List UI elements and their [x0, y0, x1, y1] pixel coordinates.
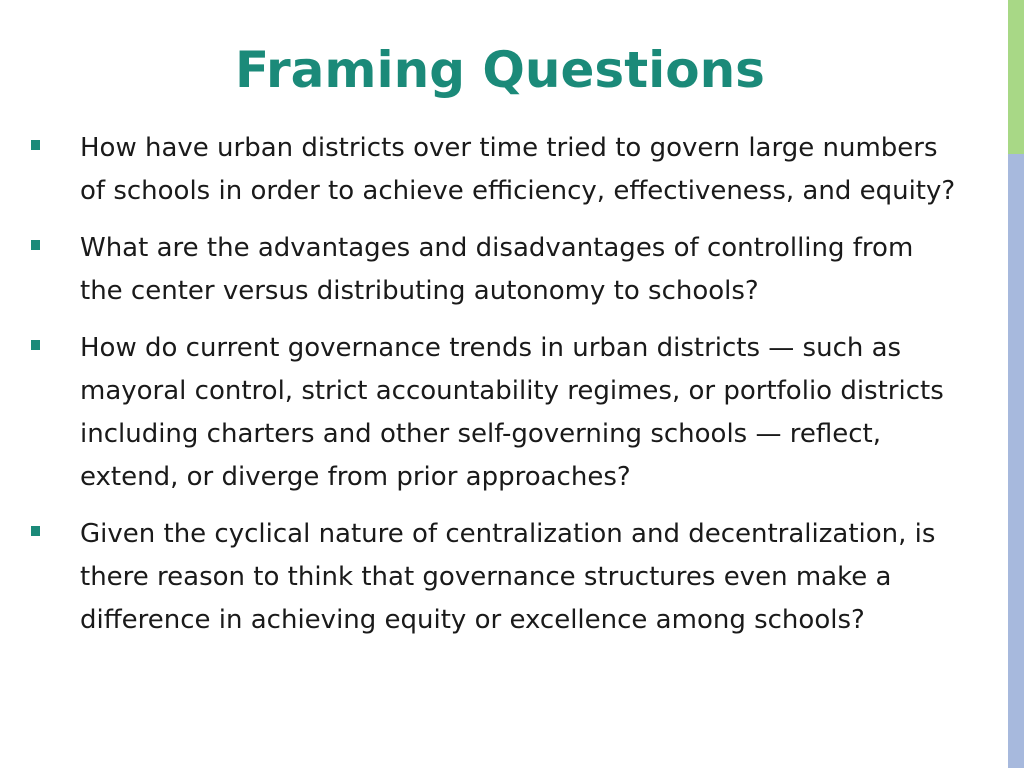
square-bullet-icon [31, 140, 40, 150]
bullet-item [28, 513, 963, 642]
accent-stripe-blue [1008, 154, 1024, 768]
bullet-item [28, 327, 963, 499]
bullet-list [28, 127, 963, 656]
bullet-item [28, 127, 963, 213]
accent-stripe-green [1008, 0, 1024, 154]
square-bullet-icon [31, 340, 40, 350]
square-bullet-icon [31, 526, 40, 536]
square-bullet-icon [31, 240, 40, 250]
bullet-text: How have urban districts over time tried to govern large numbers of schools in order to achieve efficiency, effectiveness, and equity? [80, 133, 956, 206]
bullet-text: How do current governance trends in urban districts — such as mayoral control, strict accountability regimes, or portfolio districts including charters and other self-governing schools — reflect, extend, or diverge from prior approaches? [80, 333, 944, 492]
bullet-text: What are the advantages and disadvantages of controlling from the center versus distributing autonomy to schools? [80, 233, 914, 306]
bullet-item [28, 227, 963, 313]
slide-title: Framing Questions [235, 41, 765, 99]
bullet-text: Given the cyclical nature of centralization and decentralization, is there reason to think that governance structures even make a difference in achieving equity or excellence among schools? [80, 519, 936, 635]
